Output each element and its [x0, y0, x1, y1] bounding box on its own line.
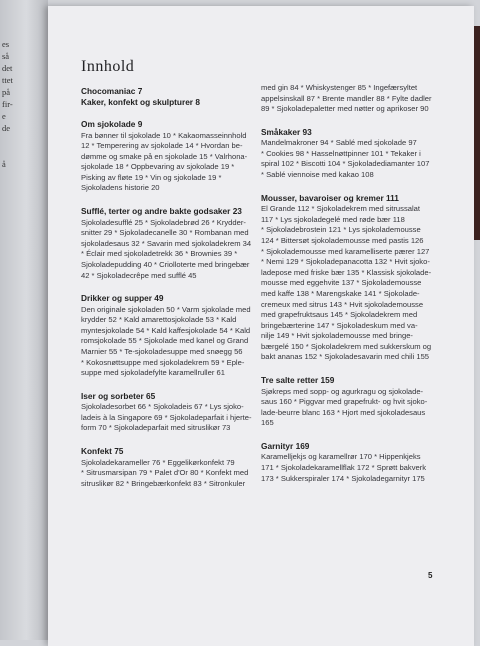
entry-line: Sjokoladesufflé 25 * Sjokoladebrød 26 * Krydder- — [81, 217, 246, 227]
section-entries — [261, 387, 433, 429]
section-entries — [261, 452, 433, 484]
contents-left-column — [81, 86, 257, 501]
contents-page — [48, 6, 474, 646]
contents-section — [261, 83, 433, 115]
previous-page-text-fragment — [2, 38, 46, 170]
section-heading: Mousser, bavaroiser og kremer 111 — [261, 192, 399, 203]
entry-line: Marnier 55 * Te-sjokoladesuppe med snøegg 56 — [81, 347, 243, 356]
entry-line: 117 * Lys sjokoladegelé med røde bær 118 — [261, 214, 405, 224]
entry-line: sitruslikør 82 * Bringebærkonfekt 83 * Sitronkuler — [81, 478, 246, 488]
section-heading: Om sjokolade 9 — [81, 119, 143, 129]
entry-line: Sjøkreps med sopp- og agurkragu og sjokolade- — [261, 386, 424, 396]
fragment-line: es — [2, 39, 10, 49]
entry-line: ladeis à la Singapore 69 * Sjokoladeparfait i hjerte- — [81, 412, 252, 422]
section-entries — [81, 458, 257, 490]
entry-line: Fra bønner til sjokolade 10 * Kakaomasseinnhold — [81, 130, 247, 140]
entry-line: 173 * Sukkerspiraler 174 * Sjokoladegarnityr 175 — [261, 473, 425, 483]
section-entries — [261, 83, 433, 115]
entry-line: * Cookies 98 * Hasselnøttpinner 101 * Tekaker i — [261, 148, 421, 158]
entry-line: * Sitrusmarsipan 79 * Palet d'Or 80 * Konfekt med — [81, 468, 249, 478]
entry-line: lade-beurre blanc 163 * Hjort med sjokoladesaus — [261, 407, 426, 417]
fragment-line: de — [2, 123, 11, 133]
entry-line: form 70 * Sjokoladeparfait med sitruslikør 73 — [81, 423, 231, 433]
entry-line: suppe med sjokoladefylte karamellruller 61 — [81, 368, 225, 378]
entry-line: Pisking av fløte 19 * Vin og sjokolade 19 * — [81, 172, 222, 182]
entry-line: 89 * Sjokoladepaletter med nøtter og aprikoser 90 — [261, 104, 429, 114]
entry-line: saus 160 * Piggvar med grapefrukt- og hvit sjoko- — [261, 397, 428, 407]
fragment-line: så — [2, 51, 10, 61]
entry-line: * Kokosnøttsuppe med sjokoladekrem 59 * Eple- — [81, 357, 245, 367]
entry-line: * Sablé viennoise med kakao 108 — [261, 170, 374, 180]
entry-line: Sjokoladepudding 40 * Criolloterte med bringebær — [81, 259, 250, 269]
entry-line: bringebærterine 147 * Sjokoladeskum med va- — [261, 320, 418, 330]
section-entries — [81, 402, 257, 434]
contents-right-column — [261, 82, 433, 496]
contents-section — [81, 446, 257, 489]
entry-line: El Grande 112 * Sjokoladekrem med sitrussalat — [261, 204, 420, 214]
book-spine-edge — [474, 26, 480, 240]
entry-line: * Éclair med sjokoladetrekk 36 * Brownies 39 * — [81, 249, 238, 259]
fragment-line: fir- — [2, 99, 13, 109]
fragment-line: det — [2, 63, 13, 73]
entry-line: 165 — [261, 418, 274, 428]
contents-section — [261, 441, 433, 484]
entry-line: dømme og smake på en sjokolade 15 * Valrhona- — [81, 151, 248, 161]
entry-line: * Sjokolademousse med karamelliserte pærer 127 — [261, 246, 430, 256]
entry-line: appelsinskall 87 * Brente mandler 88 * Fylte dadler — [261, 93, 432, 103]
section-heading: Chocomaniac 7 — [81, 86, 143, 96]
fragment-line: ttet — [2, 75, 13, 85]
entry-line: med kaffe 138 * Marengskake 141 * Sjokolade- — [261, 288, 420, 298]
section-entries — [81, 305, 257, 379]
contents-section — [261, 193, 433, 363]
entry-line: snitter 29 * Sjokoladecanelle 30 * Rombanan med — [81, 228, 249, 238]
contents-section — [261, 375, 433, 429]
entry-line: sjokolade 18 * Oppbevaring av sjokolade 19 * — [81, 162, 235, 172]
contents-section — [81, 119, 257, 194]
entry-line: Den originale sjokoladen 50 * Varm sjokolade med — [81, 304, 251, 314]
entry-line: med grapefruktsaus 145 * Sjokoladekrem med — [261, 310, 418, 320]
section-entries — [81, 131, 257, 195]
section-entries — [261, 138, 433, 180]
contents-section — [81, 86, 257, 107]
entry-line: Sjokoladesorbet 66 * Sjokoladeis 67 * Lys sjoko- — [81, 402, 244, 412]
section-heading: Konfekt 75 — [81, 446, 124, 457]
entry-line: ladepose med friske bær 135 * Klassisk sjokolade- — [261, 267, 432, 277]
section-heading: Tre salte retter 159 — [261, 375, 335, 386]
section-heading: Drikker og supper 49 — [81, 293, 164, 304]
section-heading: Garnityr 169 — [261, 440, 310, 451]
entry-line: bakt ananas 152 * Sjokoladesavarin med chili 155 — [261, 352, 430, 362]
contents-section — [81, 206, 257, 281]
entry-line: cremeux med sitrus 143 * Hvit sjokolademousse — [261, 299, 424, 309]
contents-section — [261, 127, 433, 181]
entry-line: romsjokolade 55 * Sjokolade med kanel og Grand — [81, 336, 249, 346]
entry-line: * Nemi 129 * Sjokoladepanacotta 132 * Hvit sjoko- — [261, 257, 430, 267]
contents-section — [81, 293, 257, 379]
entry-line: myntesjokolade 54 * Kald kaffesjokolade 54 * Kald — [81, 325, 251, 335]
entry-line: 12 * Temperering av sjokolade 14 * Hvordan be- — [81, 141, 243, 151]
entry-line: med gin 84 * Whiskystenger 85 * Ingefærsyltet — [261, 83, 418, 92]
page-number: 5 — [428, 571, 433, 580]
entry-line: nilje 149 * Hvit sjokolademousse med bringe- — [261, 331, 413, 341]
entry-line: 124 * Bittersøt sjokolademousse med pastis 126 — [261, 235, 424, 245]
page-title: Innhold — [81, 58, 135, 75]
fragment-line: å — [2, 159, 6, 169]
section-heading: Sufflé, terter og andre bakte godsaker 23 — [81, 206, 242, 217]
entry-line: krydder 52 * Kald amarettosjokolade 53 * Kald — [81, 315, 237, 325]
fragment-line: e — [2, 111, 6, 121]
fragment-line — [2, 134, 46, 146]
previous-page-edge — [0, 0, 48, 640]
entry-line: * Sjokoladebrostein 121 * Lys sjokolademousse — [261, 225, 421, 235]
contents-section — [81, 391, 257, 434]
entry-line: Sjokoladekarameller 76 * Eggelikørkonfekt 79 — [81, 457, 235, 467]
entry-line: 171 * Sjokoladekaramellflak 172 * Sprøtt bakverk — [261, 463, 427, 473]
section-entries — [261, 204, 433, 363]
section-entries — [81, 218, 257, 282]
entry-line: mousse med eggehvite 137 * Sjokolademousse — [261, 278, 422, 288]
entry-line: Karamelljekjs og karamellrør 170 * Hippenkjeks — [261, 452, 421, 462]
entry-line: spiral 102 * Biscotti 104 * Sjokoladediamanter 107 — [261, 159, 430, 169]
entry-line: Sjokoladens historie 20 — [81, 183, 160, 193]
fragment-line: på — [2, 87, 11, 97]
entry-line: 42 * Sjokoladecrêpe med sufflé 45 — [81, 270, 197, 280]
section-heading: Kaker, konfekt og skulpturer 8 — [81, 96, 200, 107]
entry-line: bærgelé 150 * Sjokoladekrem med sukkerskum og — [261, 341, 432, 351]
entry-line: Mandelmakroner 94 * Sablé med sjokolade 97 — [261, 138, 417, 148]
entry-line: sjokoladesaus 32 * Savarin med sjokoladekrem 34 — [81, 238, 252, 248]
section-heading: Småkaker 93 — [261, 126, 312, 137]
fragment-line — [2, 146, 46, 158]
section-heading: Iser og sorbeter 65 — [81, 390, 156, 401]
